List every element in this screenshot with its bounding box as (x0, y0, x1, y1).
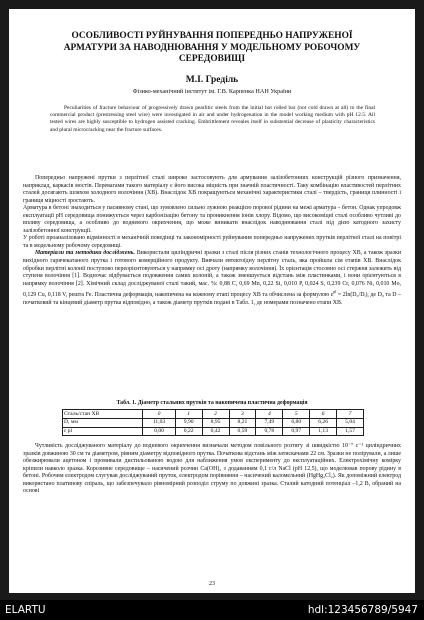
table-cell: 5,04 (337, 418, 364, 427)
abstract: Peculiarities of fracture behaviour of progressively drawn pearlitic steels from the initial hot rolled bar (not cold drawn at all) to the final commercial product (prestressing steel wire) were investigated in air and under hydrogenation in the model working medium with pH 12.5. All tested wires are highly susceptible to hydrogen assisted cracking. Embrittlement reveales itself in substential decrease of plasticity characteristics and plural microcracking near the fracture surfaces. (50, 105, 375, 133)
body-section-methods-cont (23, 443, 401, 496)
table-cell: 0,22 (175, 427, 202, 436)
table-cell: 0,00 (143, 427, 175, 436)
table-cell: 1,13 (310, 427, 337, 436)
paragraph: У роботі проаналізовано відмінності в механічній поведінці та закономірності руйнування попередньо напружених прутків перлітної сталі на повітрі та в модельному робочому середовищі. (23, 235, 401, 249)
author-name: М.І. Греділь (185, 75, 239, 85)
table-cell: 0,59 (229, 427, 256, 436)
table-header-cell: 1 (175, 410, 202, 419)
table-cell: 0,97 (283, 427, 310, 436)
affiliation: Фізико-механічний інститут ім. Г.В. Карпенка НАН України (132, 88, 292, 95)
table-header-row (63, 410, 364, 419)
table-header-cell: 7 (337, 410, 364, 419)
table-cell: 0,42 (202, 427, 229, 436)
paper-title (9, 31, 415, 66)
table-cell: 6,26 (310, 418, 337, 427)
table-row-label: ε pl (63, 427, 143, 436)
data-table (62, 409, 364, 436)
paragraph-text: Використали циліндричні зразки з сталі після різних станів технологічного процесу ХВ, а також зразки вихідного гарячекатаного прутка і готового комерційного продукту. Вивчали евтектоїдну перлітну сталь, яка пройшла сім етапів ХВ. Внаслідок обробки перлітні колонії поступово переорієнтовуються у напрямку осі дроту (напрямку волочіння). Їх орієнтація стосовно осі стержня залежить від ступеня волочіння [1]. Водночас відбувається подовження самих колоній, а також зменшується відстань між пластинками, і вони орієнтуються в напрямку волочіння [2]. Хімічний склад досліджуваної сталі такий, мас. %: 0,88 С, 0,69 Mn, 0,22 Si, 0,010 P, 0,024 S, 0,239 Cr, 0,076 Ni, 0,010 Mo, 0,129 Cu, 0,118 V, решта Fe. Пластична деформація, накопичена на кожному етапі процесу ХВ та обчислена за формулою ε (23, 250, 401, 299)
table-cell: 8,95 (202, 418, 229, 427)
table-cell: 0,78 (256, 427, 283, 436)
paragraph: Чутливість досліджуваного матеріалу до водневого окрихчення визначали методом повільного розтягу зі швидкістю 10⁻⁷ с⁻¹ циліндричних зразків довжиною 30 см та діаметром, рівним діаметру відповідного прутка. Початкова відстань між затискачами 22 см. Зразки не полірували, а лише обезжирювали ацетоном і промивали дистильованою водою для наближення умов експерименту до експлуатаційних. Електрохімічну комірку кріпили навколо зразка. Корозивне середовище – насичений розчин Ca(OH)₂ з додаванням 0,1 г/л NaCl (рН 12,5), що моделював порову рідину в бетоні. Робочим електродом слугував досліджуваний пруток, електродом порівняння – насичений каломельний (HgHg₂Cl₂). Як допоміжний електрод використано платинову спіраль, що забезпечувало рівномірний розподіл струму по довжині зразка. Сталий катодний потенціал –1,2 В, обраний на основі (23, 443, 401, 495)
table-header-cell: 4 (256, 410, 283, 419)
title-line: ОСОБЛИВОСТІ РУЙНУВАННЯ ПОПЕРЕДНЬО НАПРУЖЕНОЇ (71, 31, 353, 41)
table-caption: Табл. 1. Діаметр стальних прутків та накопичена пластична деформація (116, 400, 308, 406)
repository-label: ELARTU (5, 604, 46, 616)
table-header-cell: 6 (310, 410, 337, 419)
section-heading: Матеріали та методики досліджень. (35, 250, 135, 257)
paragraph: Попередньо напружені прутки з перлітної сталі широко застосовують для армування залізобетонних конструкцій різного призначення, наприклад, каркасів мостів. Перевагами такого матеріалу є його висока міцність при значній пластичності. Таку комбінацію властивостей перлітних сталей досягають шляхом холодного волочіння (ХВ). Внаслідок ХВ покращуються механічні характеристики сталі – твердість, границя плинності і границя міцності зростають. (23, 175, 401, 204)
paragraph-methods (23, 250, 401, 307)
handle-id: hdl:123456789/5947 (307, 604, 418, 616)
table-cell: 6,80 (283, 418, 310, 427)
table-header-label: Сталь/стан ХВ (63, 410, 143, 419)
table-header-cell: 0 (143, 410, 175, 419)
superscript: pl (333, 289, 337, 295)
table-cell: 7,49 (256, 418, 283, 427)
table-cell: 9,90 (175, 418, 202, 427)
title-line: СЕРЕДОВИЩІ (178, 54, 246, 64)
table-row (63, 427, 364, 436)
title-line: АРМАТУРИ ЗА НАВОДНЮВАННЯ У МОДЕЛЬНОМУ РОБОЧОМУ (63, 42, 361, 53)
table-header-cell: 3 (229, 410, 256, 419)
table-header-cell: 5 (283, 410, 310, 419)
paragraph: Арматура в бетоні знаходиться у пасивному стані, що зумовлено сильно лужною реакцією порової рідини на межі арматура – бетон. Однак упродовж експлуатації рН середовища понижується через карбонізацію бетону та проникнення іонів хлору. Відомо, що високоміцні сталі особливо чутливі до впливу середовища, а особливо до водневого окрихчення, що може виникати внаслідок наводнювання сталі під дією катодного захисту залізобетонної конструкції. (23, 205, 401, 234)
table-cell: 11,03 (143, 418, 175, 427)
body-section-intro (23, 175, 401, 307)
table-header-cell: 2 (202, 410, 229, 419)
table-row-label: D, мм (63, 418, 143, 427)
paragraph-text: = 2ln(D₀/Dᵢ), де D₀ та D – початковий та кінцевий діаметр прутка відповідно, а також діаметр прутків подані в Табл. 1, де номерами позначено етапи ХВ. (23, 292, 401, 306)
table-row (63, 418, 364, 427)
page-number: 23 (209, 581, 215, 587)
paper-page (9, 9, 415, 593)
viewer-footer-bar (0, 600, 424, 620)
table-cell: 8,21 (229, 418, 256, 427)
table-cell: 1,57 (337, 427, 364, 436)
